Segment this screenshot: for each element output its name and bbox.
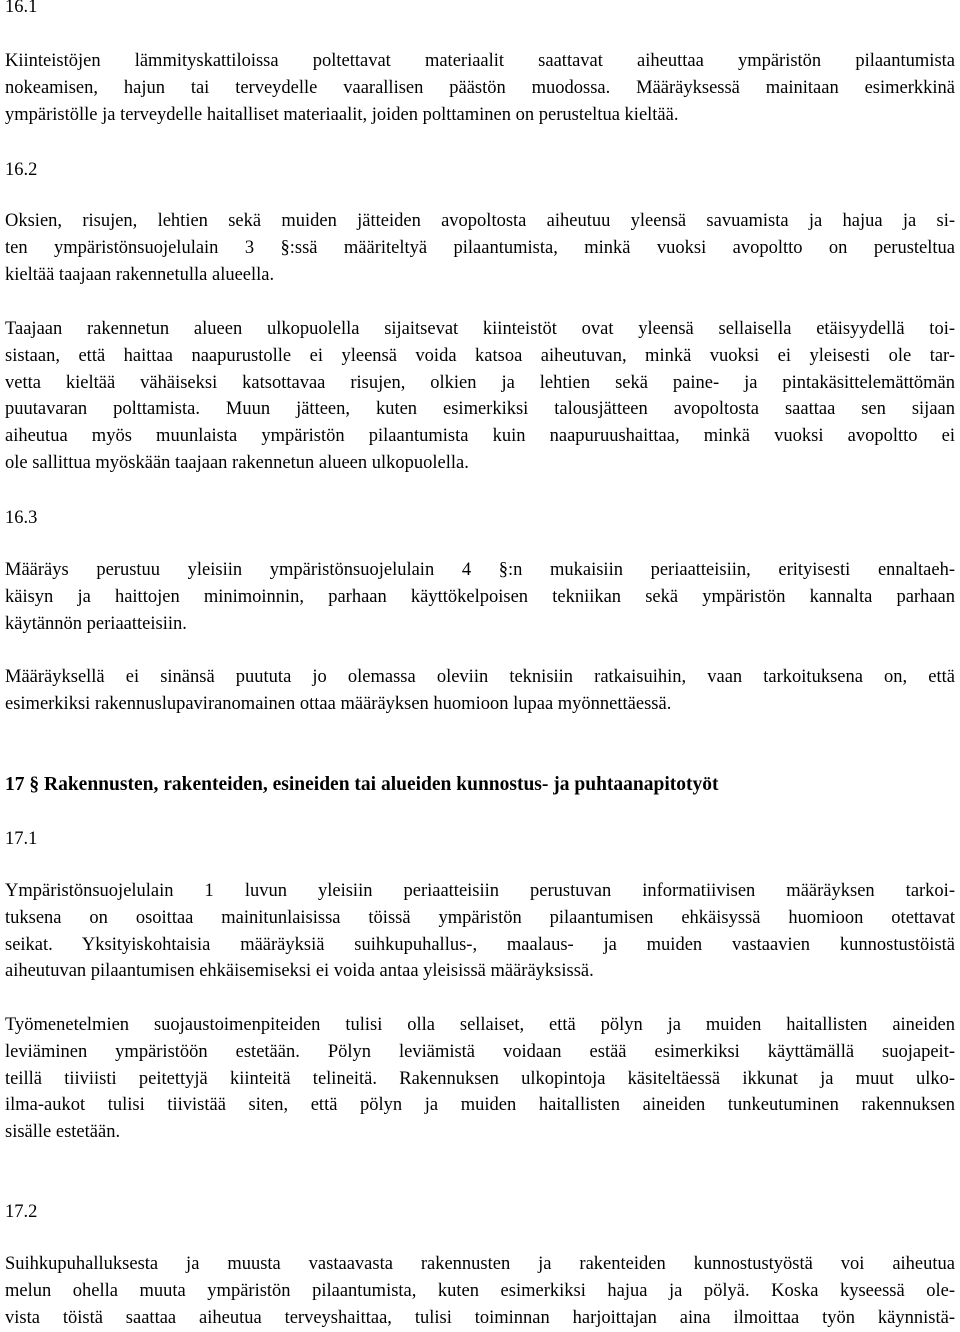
section-number-16-3: 16.3 bbox=[5, 508, 38, 528]
text-line: Kiinteistöjen lämmityskattiloissa poltettavat materiaalit saattavat aiheuttaa ympäristön pilaantumista bbox=[5, 51, 955, 71]
text-line: ole sallittua myöskään taajaan rakennetun alueen ulkopuolella. bbox=[5, 452, 469, 473]
text-line: nokeamisen, hajun tai terveydelle vaarallisen päästön muodossa. Määräyksessä mainitaan esimerkkinä bbox=[5, 77, 955, 98]
text-line: tuksena on osoittaa mainitunlaisissa töissä ympäristön pilaantumisen ehkäisyssä huomioon otettavat bbox=[5, 907, 955, 928]
section-number-17-2: 17.2 bbox=[5, 1202, 38, 1222]
text-line: vista töistä saattaa aiheutua terveyshaittaa, tulisi toiminnan harjoittajan aina ilmoittaa työn käynnistä- bbox=[5, 1307, 955, 1328]
paragraph-16-2-a bbox=[5, 208, 955, 288]
text-line: melun ohella muuta ympäristön pilaantumista, kuten esimerkiksi hajua ja pölyä. Koska kyseessä ole- bbox=[5, 1280, 955, 1301]
text-line: puutavaran polttamista. Muun jätteen, kuten esimerkiksi talousjätteen avopoltosta saattaa sen sijaan bbox=[5, 399, 955, 420]
section-number-17-1: 17.1 bbox=[5, 829, 38, 849]
text-line: teillä tiiviisti peitettyjä kiinteitä telineitä. Rakennuksen ulkopintoja käsiteltäessä ikkunat ja muut ulko- bbox=[5, 1068, 955, 1089]
text-line: ten ympäristönsuojelulain 3 §:ssä määriteltyä pilaantumista, minkä vuoksi avopoltto on perusteltua bbox=[5, 237, 955, 258]
paragraph-16-3-b bbox=[5, 664, 955, 718]
text-line: esimerkiksi rakennuslupaviranomainen ottaa määräyksen huomioon lupaa myönnettäessä. bbox=[5, 693, 672, 714]
text-line: seikat. Yksityiskohtaisia määräyksiä suihkupuhallus-, maalaus- ja muiden vastaavien kunnostustöistä bbox=[5, 934, 955, 955]
text-line: Ympäristönsuojelulain 1 luvun yleisiin periaatteisiin perustuvan informatiivisen määräyksen tarkoi- bbox=[5, 881, 955, 901]
text-line: Taajaan rakennetun alueen ulkopuolella sijaitsevat kiinteistöt ovat yleensä sellaisella etäisyydellä toi- bbox=[5, 319, 955, 339]
text-line: kieltää taajaan rakennetulla alueella. bbox=[5, 264, 275, 285]
section-heading-17: 17 § Rakennusten, rakenteiden, esineiden tai alueiden kunnostus- ja puhtaanapitotyöt bbox=[5, 774, 719, 795]
text-line: sisälle estetään. bbox=[5, 1122, 121, 1143]
paragraph-16-2-b bbox=[5, 316, 955, 477]
paragraph-17-1-a bbox=[5, 878, 955, 985]
text-line: käytännön periaatteisiin. bbox=[5, 613, 187, 634]
text-line: leviäminen ympäristöön estetään. Pölyn leviämistä voidaan estää esimerkiksi käyttämällä suojapeit- bbox=[5, 1041, 955, 1062]
text-line: Suihkupuhalluksesta ja muusta vastaavasta rakennusten ja rakenteiden kunnostustyöstä voi aiheutua bbox=[5, 1254, 955, 1274]
paragraph-17-2-a bbox=[5, 1251, 955, 1331]
section-number-16-1: 16.1 bbox=[5, 0, 38, 17]
text-line: aiheutuvan pilaantumisen ehkäisemiseksi ei voida antaa yleisissä määräyksissä. bbox=[5, 961, 594, 982]
text-line: Oksien, risujen, lehtien sekä muiden jätteiden avopoltosta aiheutuu yleensä savuamista ja hajua ja si- bbox=[5, 211, 955, 231]
text-line: aiheutua myös muunlaista ympäristön pilaantumista kuin naapuruushaittaa, minkä vuoksi avopoltto ei bbox=[5, 426, 955, 447]
text-line: Määräyksellä ei sinänsä puututa jo olemassa oleviin teknisiin ratkaisuihin, vaan tarkoituksena on, että bbox=[5, 667, 955, 687]
paragraph-16-1-a bbox=[5, 48, 955, 128]
text-line: Määräys perustuu yleisiin ympäristönsuojelulain 4 §:n mukaisiin periaatteisiin, erityisesti ennaltaeh- bbox=[5, 560, 955, 580]
text-line: käisyn ja haittojen minimoinnin, parhaan käyttökelpoisen tekniikan sekä ympäristön kannalta parhaan bbox=[5, 586, 955, 607]
text-line: ympäristölle ja terveydelle haitalliset materiaalit, joiden polttaminen on perusteltua kieltää. bbox=[5, 104, 679, 125]
paragraph-17-1-b bbox=[5, 1012, 955, 1146]
paragraph-16-3-a bbox=[5, 557, 955, 637]
text-line: Työmenetelmien suojaustoimenpiteiden tulisi olla sellaiset, että pölyn ja muiden haitallisten aineiden bbox=[5, 1015, 955, 1035]
text-line: ilma-aukot tulisi tiivistää siten, että pölyn ja muiden haitallisten aineiden tunkeutuminen rakennuksen bbox=[5, 1095, 955, 1116]
text-line: vetta kieltää vähäiseksi katsottavaa risujen, olkien ja lehtien sekä paine- ja pintakäsittelemättömän bbox=[5, 372, 955, 393]
text-line: sistaan, että haittaa naapurustolle ei yleensä voida katsoa aiheutuvan, minkä vuoksi ei yleisesti ole tar- bbox=[5, 345, 955, 366]
section-number-16-2: 16.2 bbox=[5, 160, 38, 180]
